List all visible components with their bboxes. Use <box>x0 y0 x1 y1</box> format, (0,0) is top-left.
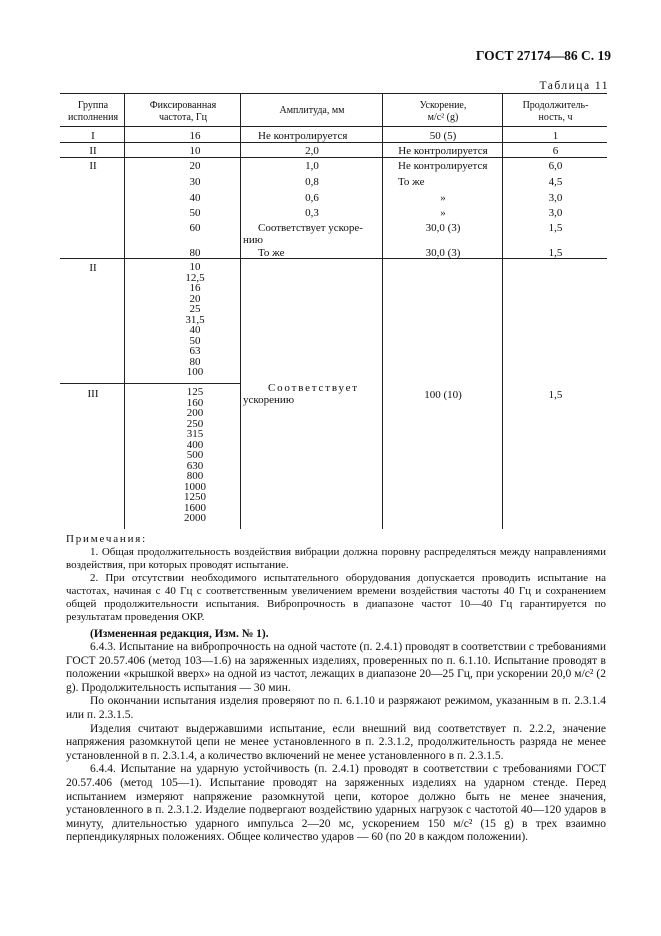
freq-list-group-ii: 10 12,5 16 20 25 31,5 40 50 63 80 100 <box>185 261 205 378</box>
notes-title: Примечания: <box>66 533 148 545</box>
row-divider <box>60 383 240 384</box>
cell-amp: То же <box>258 247 285 259</box>
cell-freq: 16 <box>189 130 201 142</box>
cell-amp: 0,8 <box>305 176 319 188</box>
paragraph-6-4-3-b: По окончании испытания изделия проверяют по п. 6.1.10 и разряжают режимом, указанным в п. 2.3.1.4 или п. 2.3.1.5. <box>66 695 606 721</box>
cell-dur: 1,5 <box>548 222 563 234</box>
row-divider <box>60 157 607 158</box>
cell-group: III <box>87 388 99 400</box>
col-divider-4 <box>502 93 503 529</box>
col-header-amp: Амплитуда, мм <box>279 105 345 116</box>
col-header-freq: Фиксированная частота, Гц <box>149 100 217 123</box>
freq-list-group-iii: 125 160 200 250 315 400 500 630 800 1000 1250 1600 2000 <box>184 386 206 524</box>
note-2: 2. При отсутствии необходимого испытательного оборудования допускается проводить испытание на частотах, начиная с 40 Гц с соответственным увеличением времени воздействия частоты 40 Гц и сохранением общей продолжительности испытания. Вибропрочность в диапазоне частот 10—40 Гц гарантируется по результатам проведения ОКР. <box>66 572 606 623</box>
cell-amp: 2,0 <box>305 145 319 157</box>
col-header-acc: Ускорение, м/с² (g) <box>419 100 467 123</box>
col-header-dur: Продолжитель- ность, ч <box>522 100 589 123</box>
cell-amp: 0,3 <box>305 207 319 219</box>
cell-dur: 1 <box>552 130 559 142</box>
cell-acc: » <box>440 192 446 204</box>
cell-dur: 3,0 <box>548 192 563 204</box>
table-header-rule <box>60 126 607 127</box>
paragraph-6-4-3: 6.4.3. Испытание на вибропрочность на одной частоте (п. 2.4.1) проводят в соответствии с требованиями ГОСТ 20.57.406 (метод 103—1.6) на заряженных изделиях, проверенных по п. 6.1.10. Испытание проводят в положении «крышкой вверх» на одной из частот, лежащих в диапазоне 20—25 Гц, при ускорении 20,0 м/с² (2 g). Продолжительность испытания — 30 мин. <box>66 641 606 694</box>
col-header-group: Группа исполнения <box>67 100 119 123</box>
cell-group: II <box>89 262 97 274</box>
cell-freq: 50 <box>189 207 201 219</box>
cell-amp: Не контролируется <box>258 130 348 142</box>
col-divider-3 <box>382 93 383 529</box>
table-caption: Таблица 11 <box>539 80 609 92</box>
cell-acc: 30,0 (3) <box>425 247 461 259</box>
cell-acc: То же <box>398 176 425 188</box>
notes-block <box>66 533 606 845</box>
page-header: ГОСТ 27174—86 С. 19 <box>475 48 611 63</box>
cell-dur: 4,5 <box>548 176 563 188</box>
cell-freq: 60 <box>189 222 201 234</box>
cell-freq: 20 <box>189 160 201 172</box>
cell-acc: Не контролируется <box>398 145 488 157</box>
shared-dur: 1,5 <box>548 389 563 401</box>
cell-dur: 6 <box>552 145 559 157</box>
cell-freq: 10 <box>189 145 201 157</box>
cell-freq: 30 <box>189 176 201 188</box>
cell-amp: Соответствует ускоре- <box>258 222 363 234</box>
cell-group: I <box>91 130 95 142</box>
row-divider <box>60 142 607 143</box>
cell-acc: Не контролируется <box>398 160 488 172</box>
cell-dur: 6,0 <box>548 160 563 172</box>
cell-dur: 1,5 <box>548 247 563 259</box>
cell-amp-cont: нию <box>243 234 263 246</box>
paragraph-6-4-3-c: Изделия считают выдержавшими испытание, если внешний вид соответствует п. 2.2.2, значение напряжения разомкнутой цепи не менее установленного в п. 2.3.1.2, продолжительность разряда не менее установленной в п. 2.3.1.4, а количество включений не менее установленного в п. 2.3.1.5. <box>66 722 606 762</box>
paragraph-6-4-4: 6.4.4. Испытание на ударную устойчивость (п. 2.4.1) проводят в соответствии с требованиями ГОСТ 20.57.406 (метод 105—1). Испытание проводят на заряженных изделиях на ударном стенде. Перед испытанием измеряют напряжение разомкнутой цепи, которое должно быть не менее значения, установленного в п. 2.3.1.2. Изделие подвергают воздействию ударных нагрузок с частотой 40—120 ударов в минуту, длительностью ударного импульса 2—20 мс, ускорением 150 м/с² (15 g) в трех взаимно перпендикулярных положениях. Общее количество ударов — 60 (по 20 в каждом положении). <box>66 763 606 844</box>
cell-acc: 30,0 (3) <box>425 222 461 234</box>
cell-amp: 1,0 <box>305 160 319 172</box>
cell-acc: 50 (5) <box>429 130 457 142</box>
cell-freq: 80 <box>189 247 201 259</box>
cell-dur: 3,0 <box>548 207 563 219</box>
note-1: 1. Общая продолжительность воздействия вибрации должна поровну распределяться между направлениями воздействия, при которых проводят испытание. <box>66 546 606 571</box>
cell-group: II <box>89 145 97 157</box>
shared-amp-line2: ускорению <box>243 394 295 406</box>
edition-note: (Измененная редакция, Изм. № 1). <box>90 628 269 640</box>
cell-acc: » <box>440 207 446 219</box>
cell-group: II <box>89 160 97 172</box>
cell-freq: 40 <box>189 192 201 204</box>
cell-amp: 0,6 <box>305 192 319 204</box>
col-divider-2 <box>240 93 241 529</box>
table-top-rule <box>60 93 607 94</box>
shared-acc: 100 (10) <box>424 389 462 401</box>
shared-amp-line1: Соответствует <box>268 382 359 394</box>
col-divider-1 <box>124 93 125 529</box>
